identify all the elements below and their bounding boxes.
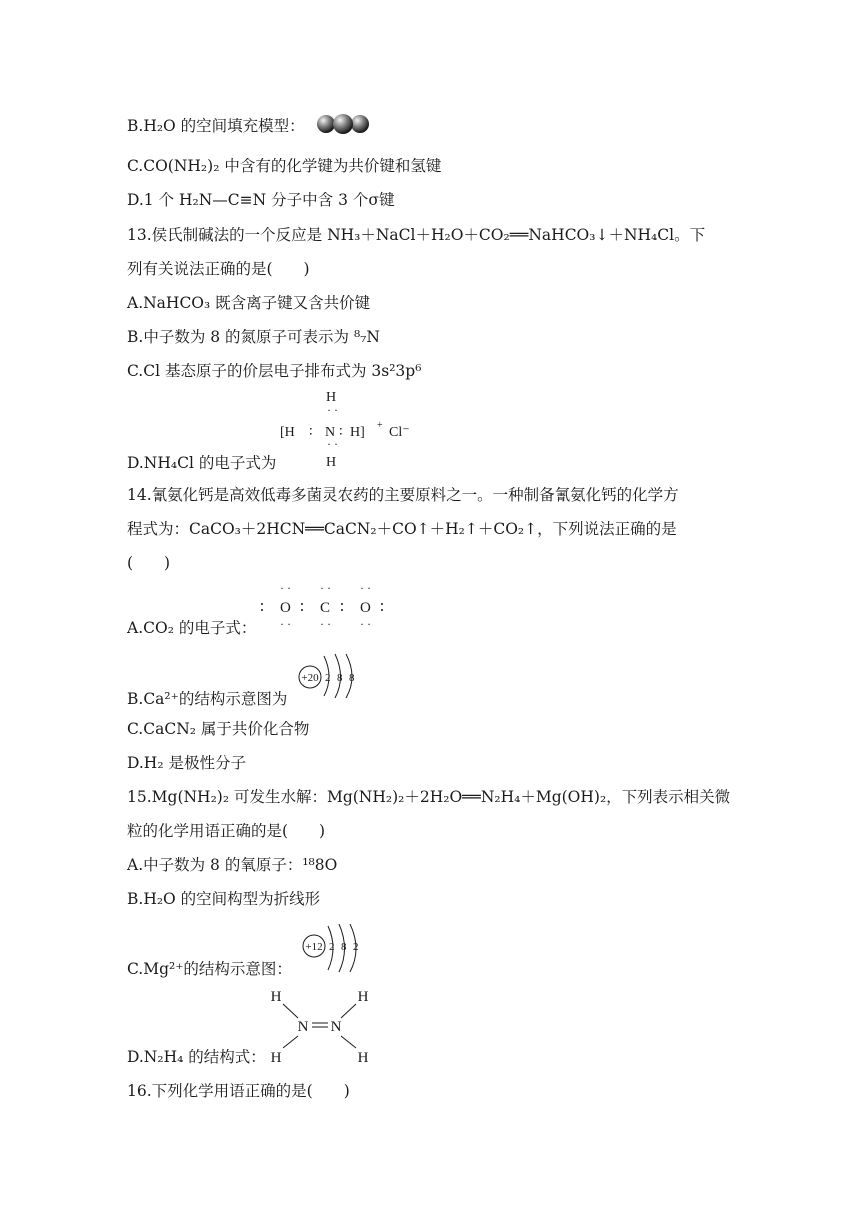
option-14b: B.Ca²⁺的结构示意图为 — [127, 690, 288, 708]
svg-text:∶: ∶ — [340, 600, 344, 616]
n-right: N — [330, 1019, 342, 1035]
option-13c: C.Cl 基态原子的价层电子排布式为 3s²3p⁶ — [127, 362, 422, 380]
svg-text:∶: ∶ — [380, 600, 384, 616]
svg-text:∶: ∶ — [339, 425, 343, 440]
question-14-cont1: 程式为：CaCO₃＋2HCN══CaCN₂＋CO↑＋H₂↑＋CO₂↑，下列说法正确的是 — [127, 520, 677, 538]
svg-text:∶: ∶ — [300, 600, 304, 616]
option-13d: D.NH₄Cl 的电子式为 — [127, 454, 277, 472]
option-15b: B.H₂O 的空间构型为折线形 — [127, 890, 321, 908]
h-atom-ball — [317, 115, 335, 133]
shell-2: 8 — [337, 672, 343, 684]
h-right: H] — [350, 425, 365, 440]
h-bottom: H — [326, 455, 337, 470]
option-13a: A.NaHCO₃ 既含离子键又含共价键 — [127, 294, 371, 312]
question-13-cont: 列有关说法正确的是( ) — [127, 260, 310, 278]
question-15-cont: 粒的化学用语正确的是( ) — [127, 822, 326, 840]
shell-2: 8 — [341, 941, 347, 953]
option-14a: A.CO₂ 的电子式： — [127, 619, 257, 637]
co2-electron-formula — [258, 578, 398, 634]
option-12b: B.H₂O 的空间填充模型： — [127, 117, 305, 135]
option-15a: A.中子数为 8 的氧原子：¹⁸8O — [127, 856, 338, 874]
option-13b: B.中子数为 8 的氮原子可表示为 ⁸₇N — [127, 328, 380, 346]
svg-text:∶: ∶ — [309, 425, 313, 440]
shell-1: 2 — [329, 941, 335, 953]
n-center: N — [325, 425, 336, 440]
nucleus-charge: +12 — [305, 941, 323, 953]
svg-text:· ·: · · — [320, 581, 331, 595]
shell-3: 2 — [353, 941, 359, 953]
shell-3: 8 — [349, 672, 355, 684]
svg-text:· ·: · · — [327, 403, 338, 417]
question-15: 15.Mg(NH₂)₂ 可发生水解：Mg(NH₂)₂＋2H₂O══N₂H₄＋Mg(OH)₂，下列表示相关微 — [127, 788, 731, 806]
c-center: C — [320, 600, 331, 616]
option-15c: C.Mg²⁺的结构示意图： — [127, 960, 292, 978]
h-atom-ball — [351, 115, 369, 133]
h2o-space-filling-model — [316, 111, 372, 137]
option-12c: C.CO(NH₂)₂ 中含有的化学键为共价键和氢键 — [127, 157, 442, 175]
question-13: 13.侯氏制碱法的一个反应是 NH₃＋NaCl＋H₂O＋CO₂══NaHCO₃↓＋NH₄Cl。下 — [127, 226, 706, 244]
h-bottom-right: H — [357, 1050, 369, 1066]
charge: + — [377, 420, 383, 431]
o-right: O — [360, 600, 371, 616]
svg-text:· ·: · · — [280, 617, 291, 631]
o-atom-ball — [333, 114, 353, 134]
ca2-structure-diagram — [296, 650, 368, 698]
svg-text:· ·: · · — [360, 581, 371, 595]
n-left: N — [297, 1019, 309, 1035]
svg-text:· ·: · · — [360, 617, 371, 631]
nucleus-charge: +20 — [301, 672, 319, 684]
svg-text:· ·: · · — [280, 581, 291, 595]
question-16: 16.下列化学用语正确的是( ) — [127, 1082, 350, 1100]
mg2-structure-diagram — [300, 924, 370, 976]
nh4cl-electron-formula — [276, 384, 436, 474]
option-14d: D.H₂ 是极性分子 — [127, 754, 246, 772]
option-15d: D.N₂H₄ 的结构式： — [127, 1048, 266, 1066]
option-14c: C.CaCN₂ 属于共价化合物 — [127, 720, 310, 738]
question-14: 14.氰氨化钙是高效低毒多菌灵农药的主要原料之一。一种制备氰氨化钙的化学方 — [127, 486, 679, 504]
h-top-right: H — [357, 989, 369, 1005]
h-top-left: H — [270, 989, 282, 1005]
svg-text:· ·: · · — [320, 617, 331, 631]
o-left: O — [280, 600, 291, 616]
n2h4-structural-formula — [262, 984, 382, 1066]
svg-text:· ·: · · — [327, 437, 338, 451]
h-left: [H — [280, 425, 295, 440]
cl-ion: Cl⁻ — [389, 425, 410, 440]
svg-text:∶: ∶ — [260, 600, 264, 616]
option-12d: D.1 个 H₂N—C≡N 分子中含 3 个σ键 — [127, 191, 395, 209]
h-top: H — [326, 390, 337, 405]
question-14-cont2: ( ) — [127, 554, 171, 572]
shell-1: 2 — [325, 672, 331, 684]
h-bottom-left: H — [270, 1050, 282, 1066]
